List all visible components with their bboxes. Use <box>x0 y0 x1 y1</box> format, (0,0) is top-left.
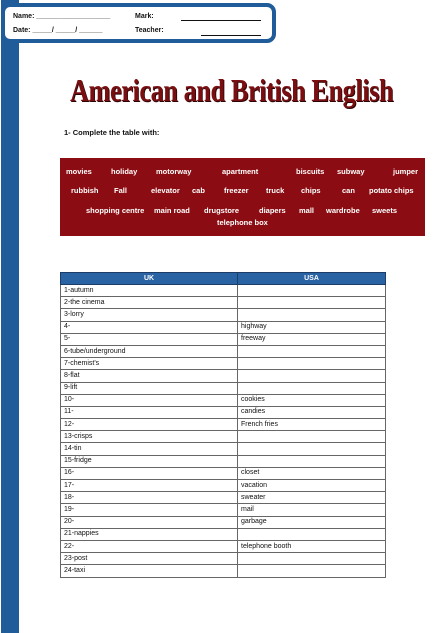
usa-cell[interactable]: cookies <box>238 394 386 406</box>
word-bank-item: biscuits <box>296 167 325 176</box>
usa-cell[interactable]: closet <box>238 467 386 479</box>
uk-cell[interactable]: 12- <box>61 419 238 431</box>
table-row <box>61 455 386 467</box>
word-bank-item: diapers <box>259 206 286 215</box>
word-bank-item: mall <box>299 206 315 215</box>
uk-cell[interactable]: 6-tube/underground <box>61 345 238 357</box>
usa-cell[interactable]: telephone booth <box>238 540 386 552</box>
word-bank-item: holiday <box>111 167 138 176</box>
name-label: Name: ___________________ <box>13 13 111 20</box>
uk-cell[interactable]: 3-lorry <box>61 309 238 321</box>
usa-cell[interactable]: highway <box>238 321 386 333</box>
uk-cell[interactable]: 1-autumn <box>61 285 238 297</box>
usa-cell[interactable] <box>238 358 386 370</box>
table-row <box>61 321 386 333</box>
word-bank-item: telephone box <box>217 218 268 227</box>
table-row <box>61 492 386 504</box>
uk-cell[interactable]: 13-crisps <box>61 431 238 443</box>
word-bank-item: can <box>342 186 355 195</box>
word-bank-item: main road <box>154 206 190 215</box>
word-bank-item: rubbish <box>71 186 99 195</box>
uk-cell[interactable]: 14-tin <box>61 443 238 455</box>
word-bank <box>60 158 425 236</box>
table-row <box>61 333 386 345</box>
word-bank-item: freezer <box>224 186 249 195</box>
word-bank-item: shopping centre <box>86 206 145 215</box>
uk-cell[interactable]: 8-flat <box>61 370 238 382</box>
table-row <box>61 358 386 370</box>
column-header-usa: USA <box>238 273 386 285</box>
word-bank-item: drugstore <box>204 206 240 215</box>
uk-cell[interactable]: 15-fridge <box>61 455 238 467</box>
word-bank-item: cab <box>192 186 205 195</box>
mark-label: Mark: <box>135 13 154 20</box>
uk-cell[interactable]: 16- <box>61 467 238 479</box>
uk-cell[interactable]: 11- <box>61 406 238 418</box>
table-row <box>61 431 386 443</box>
student-info-header <box>1 3 276 43</box>
table-row <box>61 480 386 492</box>
usa-cell[interactable] <box>238 431 386 443</box>
table-row <box>61 565 386 577</box>
word-bank-item: Fall <box>114 186 127 195</box>
uk-usa-table <box>60 272 386 578</box>
uk-cell[interactable]: 24-taxi <box>61 565 238 577</box>
word-bank-item: motorway <box>156 167 192 176</box>
instruction-text: 1- Complete the table with: <box>64 128 160 137</box>
word-bank-item: movies <box>66 167 92 176</box>
usa-cell[interactable] <box>238 309 386 321</box>
table-row <box>61 553 386 565</box>
usa-cell[interactable]: mail <box>238 504 386 516</box>
usa-cell[interactable] <box>238 565 386 577</box>
uk-cell[interactable]: 22- <box>61 540 238 552</box>
word-bank-item: jumper <box>393 167 419 176</box>
teacher-label: Teacher: <box>135 27 164 34</box>
usa-cell[interactable]: candies <box>238 406 386 418</box>
table-row <box>61 406 386 418</box>
teacher-line <box>201 35 261 36</box>
table-row <box>61 370 386 382</box>
mark-line <box>181 20 261 21</box>
uk-cell[interactable]: 2-the cinema <box>61 297 238 309</box>
word-bank-item: wardrobe <box>326 206 360 215</box>
table-row <box>61 345 386 357</box>
table-row <box>61 297 386 309</box>
table-row <box>61 285 386 297</box>
usa-cell[interactable] <box>238 443 386 455</box>
uk-cell[interactable]: 4- <box>61 321 238 333</box>
usa-cell[interactable]: garbage <box>238 516 386 528</box>
usa-cell[interactable] <box>238 455 386 467</box>
usa-cell[interactable] <box>238 553 386 565</box>
table-row <box>61 504 386 516</box>
usa-cell[interactable] <box>238 528 386 540</box>
column-header-uk: UK <box>61 273 238 285</box>
uk-cell[interactable]: 17- <box>61 480 238 492</box>
usa-cell[interactable] <box>238 382 386 394</box>
usa-cell[interactable]: freeway <box>238 333 386 345</box>
usa-cell[interactable] <box>238 370 386 382</box>
table-row <box>61 467 386 479</box>
usa-cell[interactable] <box>238 297 386 309</box>
usa-cell[interactable]: vacation <box>238 480 386 492</box>
usa-cell[interactable]: sweater <box>238 492 386 504</box>
uk-cell[interactable]: 10- <box>61 394 238 406</box>
table-row <box>61 516 386 528</box>
uk-cell[interactable]: 23-post <box>61 553 238 565</box>
word-bank-item: chips <box>301 186 321 195</box>
table-row <box>61 528 386 540</box>
table-row <box>61 309 386 321</box>
uk-cell[interactable]: 5- <box>61 333 238 345</box>
table-row <box>61 419 386 431</box>
usa-cell[interactable] <box>238 345 386 357</box>
table-row <box>61 540 386 552</box>
uk-cell[interactable]: 9-lift <box>61 382 238 394</box>
word-bank-item: subway <box>337 167 365 176</box>
usa-cell[interactable]: French fries <box>238 419 386 431</box>
uk-cell[interactable]: 21-nappies <box>61 528 238 540</box>
date-label: Date: _____/ _____/ ______ <box>13 27 103 34</box>
page-title: American and British English <box>70 72 394 108</box>
table-row <box>61 382 386 394</box>
uk-cell[interactable]: 19- <box>61 504 238 516</box>
table-row <box>61 443 386 455</box>
word-bank-item: potato chips <box>369 186 414 195</box>
table-row <box>61 394 386 406</box>
uk-cell[interactable]: 7-chemist's <box>61 358 238 370</box>
word-bank-item: sweets <box>372 206 398 215</box>
uk-cell[interactable]: 18- <box>61 492 238 504</box>
word-bank-item: truck <box>266 186 285 195</box>
usa-cell[interactable] <box>238 285 386 297</box>
uk-cell[interactable]: 20- <box>61 516 238 528</box>
word-bank-item: elevator <box>151 186 180 195</box>
sidebar-bar <box>1 0 19 633</box>
word-bank-item: apartment <box>222 167 259 176</box>
table-body <box>61 285 386 578</box>
